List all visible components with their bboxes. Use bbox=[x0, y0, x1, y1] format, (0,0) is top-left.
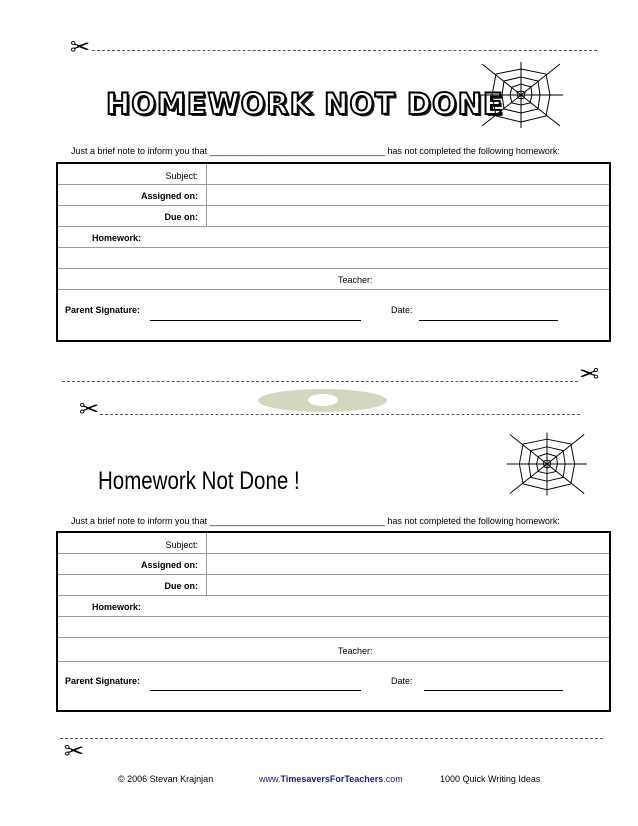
date-label: Date: bbox=[391, 305, 413, 315]
parent-signature-line[interactable] bbox=[150, 690, 361, 691]
due-label: Due on: bbox=[164, 212, 198, 222]
homework-line[interactable] bbox=[58, 248, 609, 269]
student-name-blank[interactable]: ___________________________________ bbox=[209, 516, 385, 526]
scissors-icon: ✂ bbox=[70, 33, 91, 61]
assigned-label: Assigned on: bbox=[140, 191, 198, 201]
copyright: © 2006 Stevan Krajnjan bbox=[118, 774, 214, 784]
teacher-row[interactable] bbox=[58, 269, 609, 290]
assigned-row[interactable] bbox=[58, 185, 609, 206]
homework-form bbox=[56, 162, 611, 342]
assigned-label: Assigned on: bbox=[140, 560, 198, 570]
student-name-blank[interactable]: ___________________________________ bbox=[209, 146, 385, 156]
subject-row[interactable] bbox=[58, 164, 609, 185]
subject-label: Subject: bbox=[165, 540, 198, 550]
homework-label: Homework: bbox=[92, 602, 142, 612]
website-name: TimesaversForTeachers bbox=[280, 774, 384, 784]
website-prefix: www. bbox=[259, 774, 281, 784]
note-suffix: has not completed the following homework: bbox=[387, 516, 560, 526]
parent-signature-label: Parent Signature: bbox=[65, 676, 141, 686]
teacher-row[interactable] bbox=[58, 638, 609, 662]
note-prefix: Just a brief note to inform you that bbox=[71, 146, 208, 156]
date-line[interactable] bbox=[424, 690, 563, 691]
date-label: Date: bbox=[391, 676, 413, 686]
intro-note bbox=[71, 515, 560, 527]
parent-signature-label: Parent Signature: bbox=[65, 305, 141, 315]
scissors-icon: ✂ bbox=[64, 737, 85, 765]
date-line[interactable] bbox=[419, 320, 558, 321]
oval-center bbox=[308, 394, 338, 406]
teacher-label: Teacher: bbox=[338, 646, 373, 656]
due-label: Due on: bbox=[164, 581, 198, 591]
subject-label: Subject: bbox=[165, 171, 198, 181]
cut-line bbox=[62, 381, 578, 382]
scissors-icon: ✂ bbox=[579, 360, 600, 388]
cut-line bbox=[100, 414, 580, 415]
intro-note bbox=[71, 145, 560, 157]
website-suffix: .com bbox=[383, 774, 403, 784]
decorative-oval bbox=[258, 389, 387, 412]
homework-line[interactable] bbox=[58, 617, 609, 638]
spider-web-icon bbox=[478, 62, 564, 128]
note-prefix: Just a brief note to inform you that bbox=[71, 516, 208, 526]
homework-row[interactable] bbox=[58, 227, 609, 248]
footer-tagline: 1000 Quick Writing Ideas bbox=[440, 774, 541, 784]
spider-web-icon bbox=[506, 432, 588, 496]
subject-row[interactable] bbox=[58, 533, 609, 554]
cut-line bbox=[92, 50, 597, 51]
assigned-row[interactable] bbox=[58, 554, 609, 575]
website-link[interactable] bbox=[259, 774, 403, 785]
page-title: HOMEWORK NOT DONE bbox=[106, 87, 504, 121]
due-row[interactable] bbox=[58, 206, 609, 227]
cut-line bbox=[60, 738, 603, 739]
parent-signature-line[interactable] bbox=[150, 320, 361, 321]
homework-row[interactable] bbox=[58, 596, 609, 617]
homework-label: Homework: bbox=[92, 233, 142, 243]
homework-form bbox=[56, 531, 611, 712]
due-row[interactable] bbox=[58, 575, 609, 596]
note-suffix: has not completed the following homework: bbox=[387, 146, 560, 156]
page-title-plain: Homework Not Done ! bbox=[98, 467, 300, 495]
teacher-label: Teacher: bbox=[338, 275, 373, 285]
scissors-icon: ✂ bbox=[79, 395, 100, 423]
